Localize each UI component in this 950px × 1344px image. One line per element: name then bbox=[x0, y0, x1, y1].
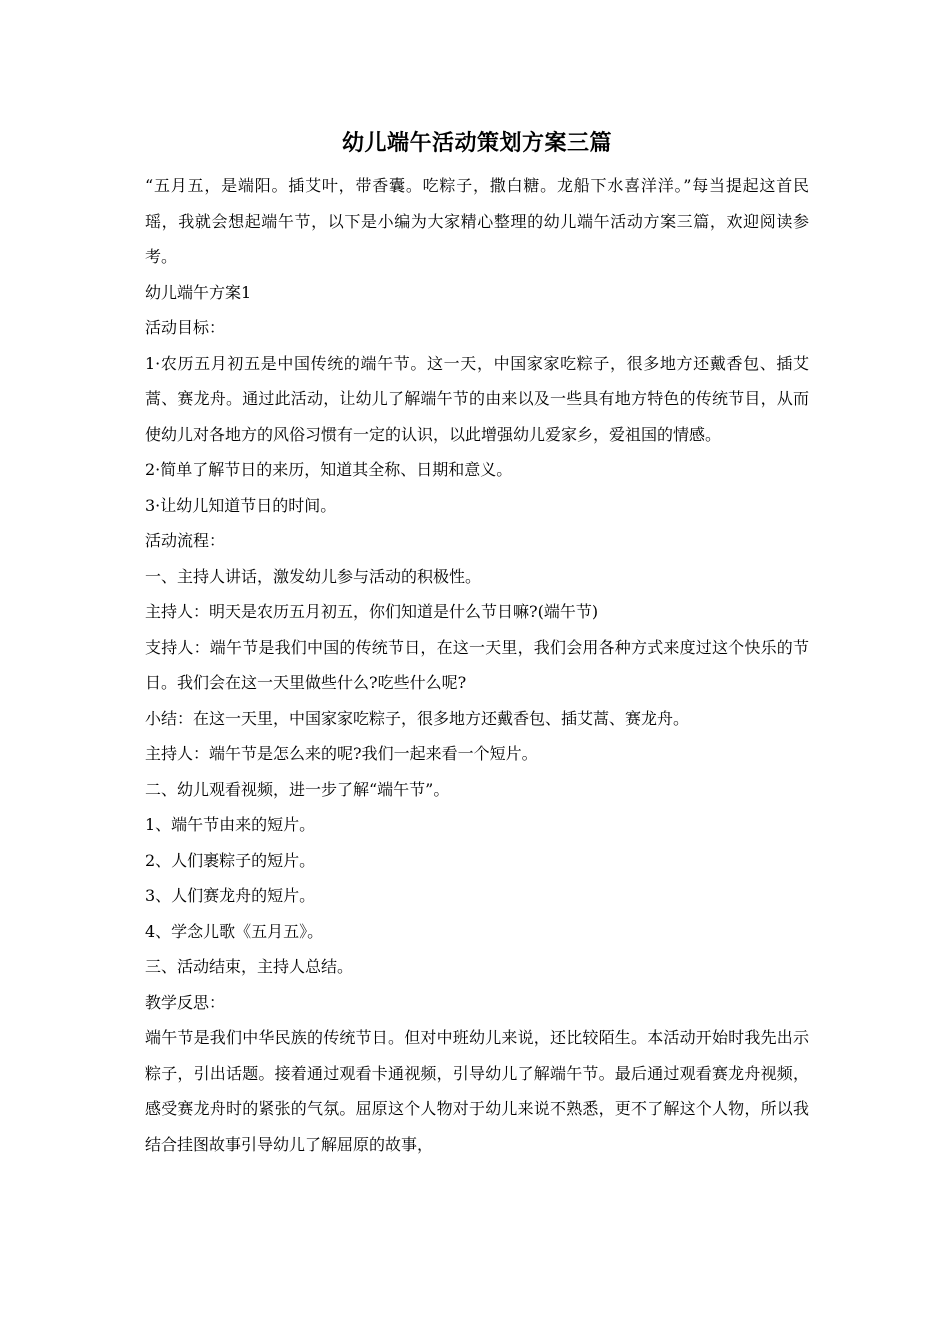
video-item-3: 3、人们赛龙舟的短片。 bbox=[145, 886, 316, 905]
document-title: 幼儿端午活动策划方案三篇 bbox=[341, 130, 612, 156]
host-line-3: 主持人：端午节是怎么来的呢?我们一起来看一个短片。 bbox=[145, 744, 538, 763]
goal-item-2: 2·简单了解节日的来历，知道其全称、日期和意义。 bbox=[145, 460, 513, 479]
intro-paragraph: “五月五，是端阳。插艾叶，带香囊。吃粽子，撒白糖。龙船下水喜洋洋。”每当提起这首民瑶，我就会想起端午节，以下是小编为大家精心整理的幼儿端午活动方案三篇，欢迎阅读参考。 bbox=[145, 176, 809, 266]
video-item-4: 4、学念儿歌《五月五》。 bbox=[145, 921, 324, 941]
subheading-reflection: 教学反思： bbox=[145, 992, 226, 1012]
host-line-2: 支持人：端午节是我们中国的传统节日，在这一天里，我们会用各种方式来度过这个快乐的节日。我们会在这一天里做些什么?吃些什么呢? bbox=[145, 637, 809, 692]
process-step-3: 三、活动结束，主持人总结。 bbox=[145, 957, 354, 976]
process-step-1: 一、主持人讲话，激发幼儿参与活动的积极性。 bbox=[145, 566, 482, 586]
summary-line: 小结：在这一天里，中国家家吃粽子，很多地方还戴香包、插艾蒿、赛龙舟。 bbox=[145, 708, 690, 728]
subheading-process: 活动流程： bbox=[145, 531, 226, 550]
goal-item-1: 1·农历五月初五是中国传统的端午节。这一天，中国家家吃粽子，很多地方还戴香包、插艾蒿、赛龙舟。通过此活动，让幼儿了解端午节的由来以及一些具有地方特色的传统节目，从而使幼儿对各地方的风俗习惯有一定的认识，以此增强幼儿爱家乡，爱祖国的情感。 bbox=[145, 353, 809, 444]
reflection-paragraph: 端午节是我们中华民族的传统节日。但对中班幼儿来说，还比较陌生。本活动开始时我先出示粽子，引出话题。接着通过观看卡通视频，引导幼儿了解端午节。最后通过观看赛龙舟视频，感受赛龙舟时的紧张的气氛。屈原这个人物对于幼儿来说不熟悉，更不了解这个人物，所以我结合挂图故事引导幼儿了解屈原的故事， bbox=[145, 1028, 809, 1154]
section-heading: 幼儿端午方案1 bbox=[145, 282, 252, 302]
video-item-1: 1、端午节由来的短片。 bbox=[145, 815, 316, 834]
document-body bbox=[145, 168, 809, 1162]
video-item-2: 2、人们裹粽子的短片。 bbox=[145, 850, 316, 870]
document-page bbox=[145, 128, 809, 1162]
subheading-goals: 活动目标： bbox=[145, 318, 226, 337]
process-step-2: 二、幼儿观看视频，进一步了解“端午节”。 bbox=[145, 779, 450, 799]
host-line-1: 主持人：明天是农历五月初五，你们知道是什么节日嘛?(端午节) bbox=[145, 602, 599, 621]
goal-item-3: 3·让幼儿知道节日的时间。 bbox=[145, 495, 337, 515]
